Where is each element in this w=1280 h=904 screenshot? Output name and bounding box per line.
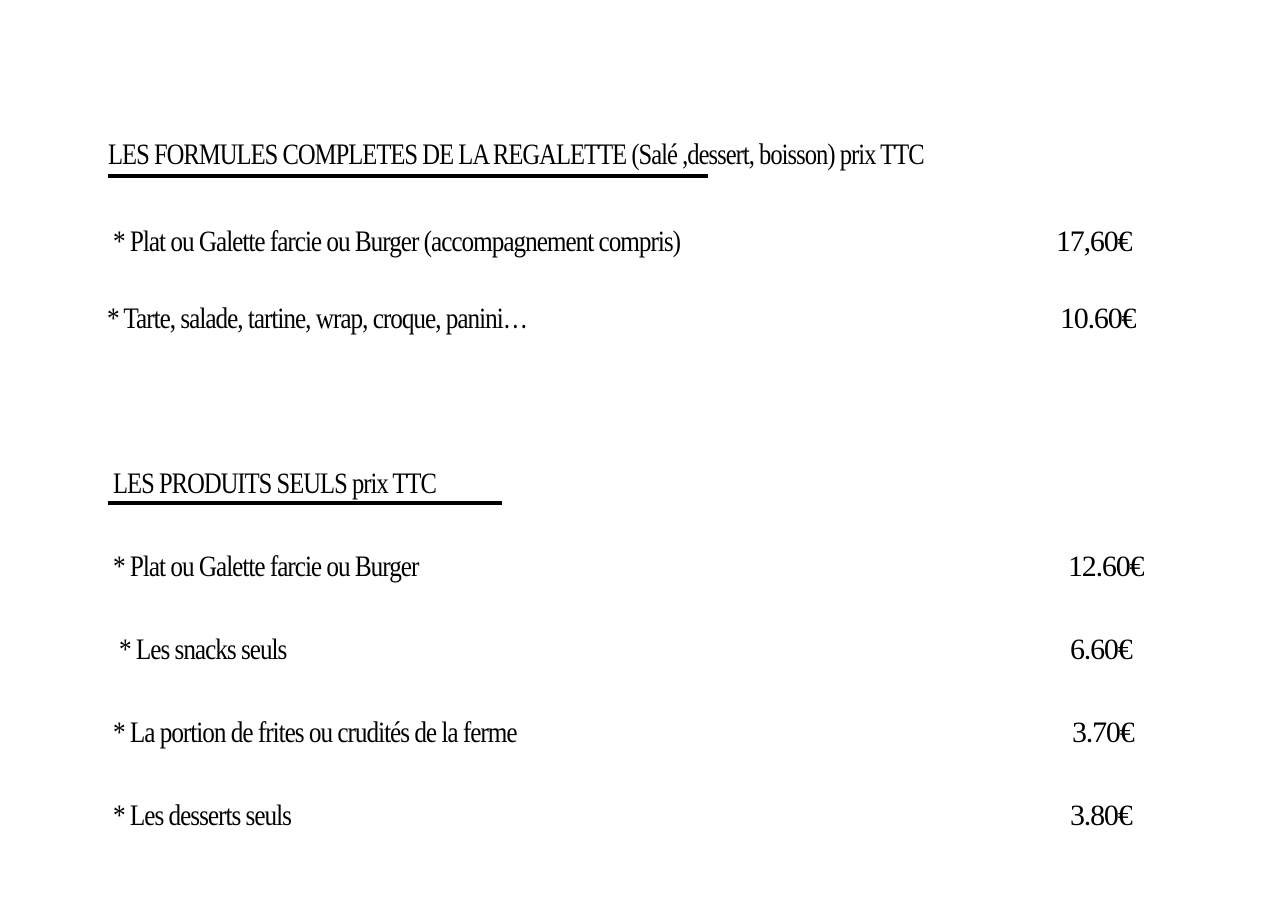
menu-item-label: * Plat ou Galette farcie ou Burger <box>113 550 419 583</box>
menu-item-label: * Tarte, salade, tartine, wrap, croque, panini… <box>107 302 527 335</box>
menu-item-label: * Les snacks seuls <box>119 633 287 666</box>
menu-item-price: 6.60€ <box>1070 633 1132 666</box>
title-underline <box>108 174 708 178</box>
section-title: LES FORMULES COMPLETES DE LA REGALETTE <box>108 138 627 171</box>
menu-item-price: 17,60€ <box>1056 225 1132 258</box>
section-heading <box>108 138 924 172</box>
menu-item-price: 12.60€ <box>1068 550 1144 583</box>
title-underline <box>108 501 502 505</box>
section-subtitle: (Salé ,dessert, boisson) prix TTC <box>631 138 924 171</box>
menu-item-label: * Plat ou Galette farcie ou Burger (accompagnement compris) <box>113 225 681 258</box>
menu-item-price: 3.80€ <box>1070 799 1132 832</box>
menu-item-price: 3.70€ <box>1072 716 1134 749</box>
menu-item-label: * Les desserts seuls <box>113 799 291 832</box>
menu-item-price: 10.60€ <box>1060 302 1136 335</box>
menu-item-label: * La portion de frites ou crudités de la ferme <box>113 716 517 749</box>
section-title: LES PRODUITS SEULS prix TTC <box>113 467 436 500</box>
